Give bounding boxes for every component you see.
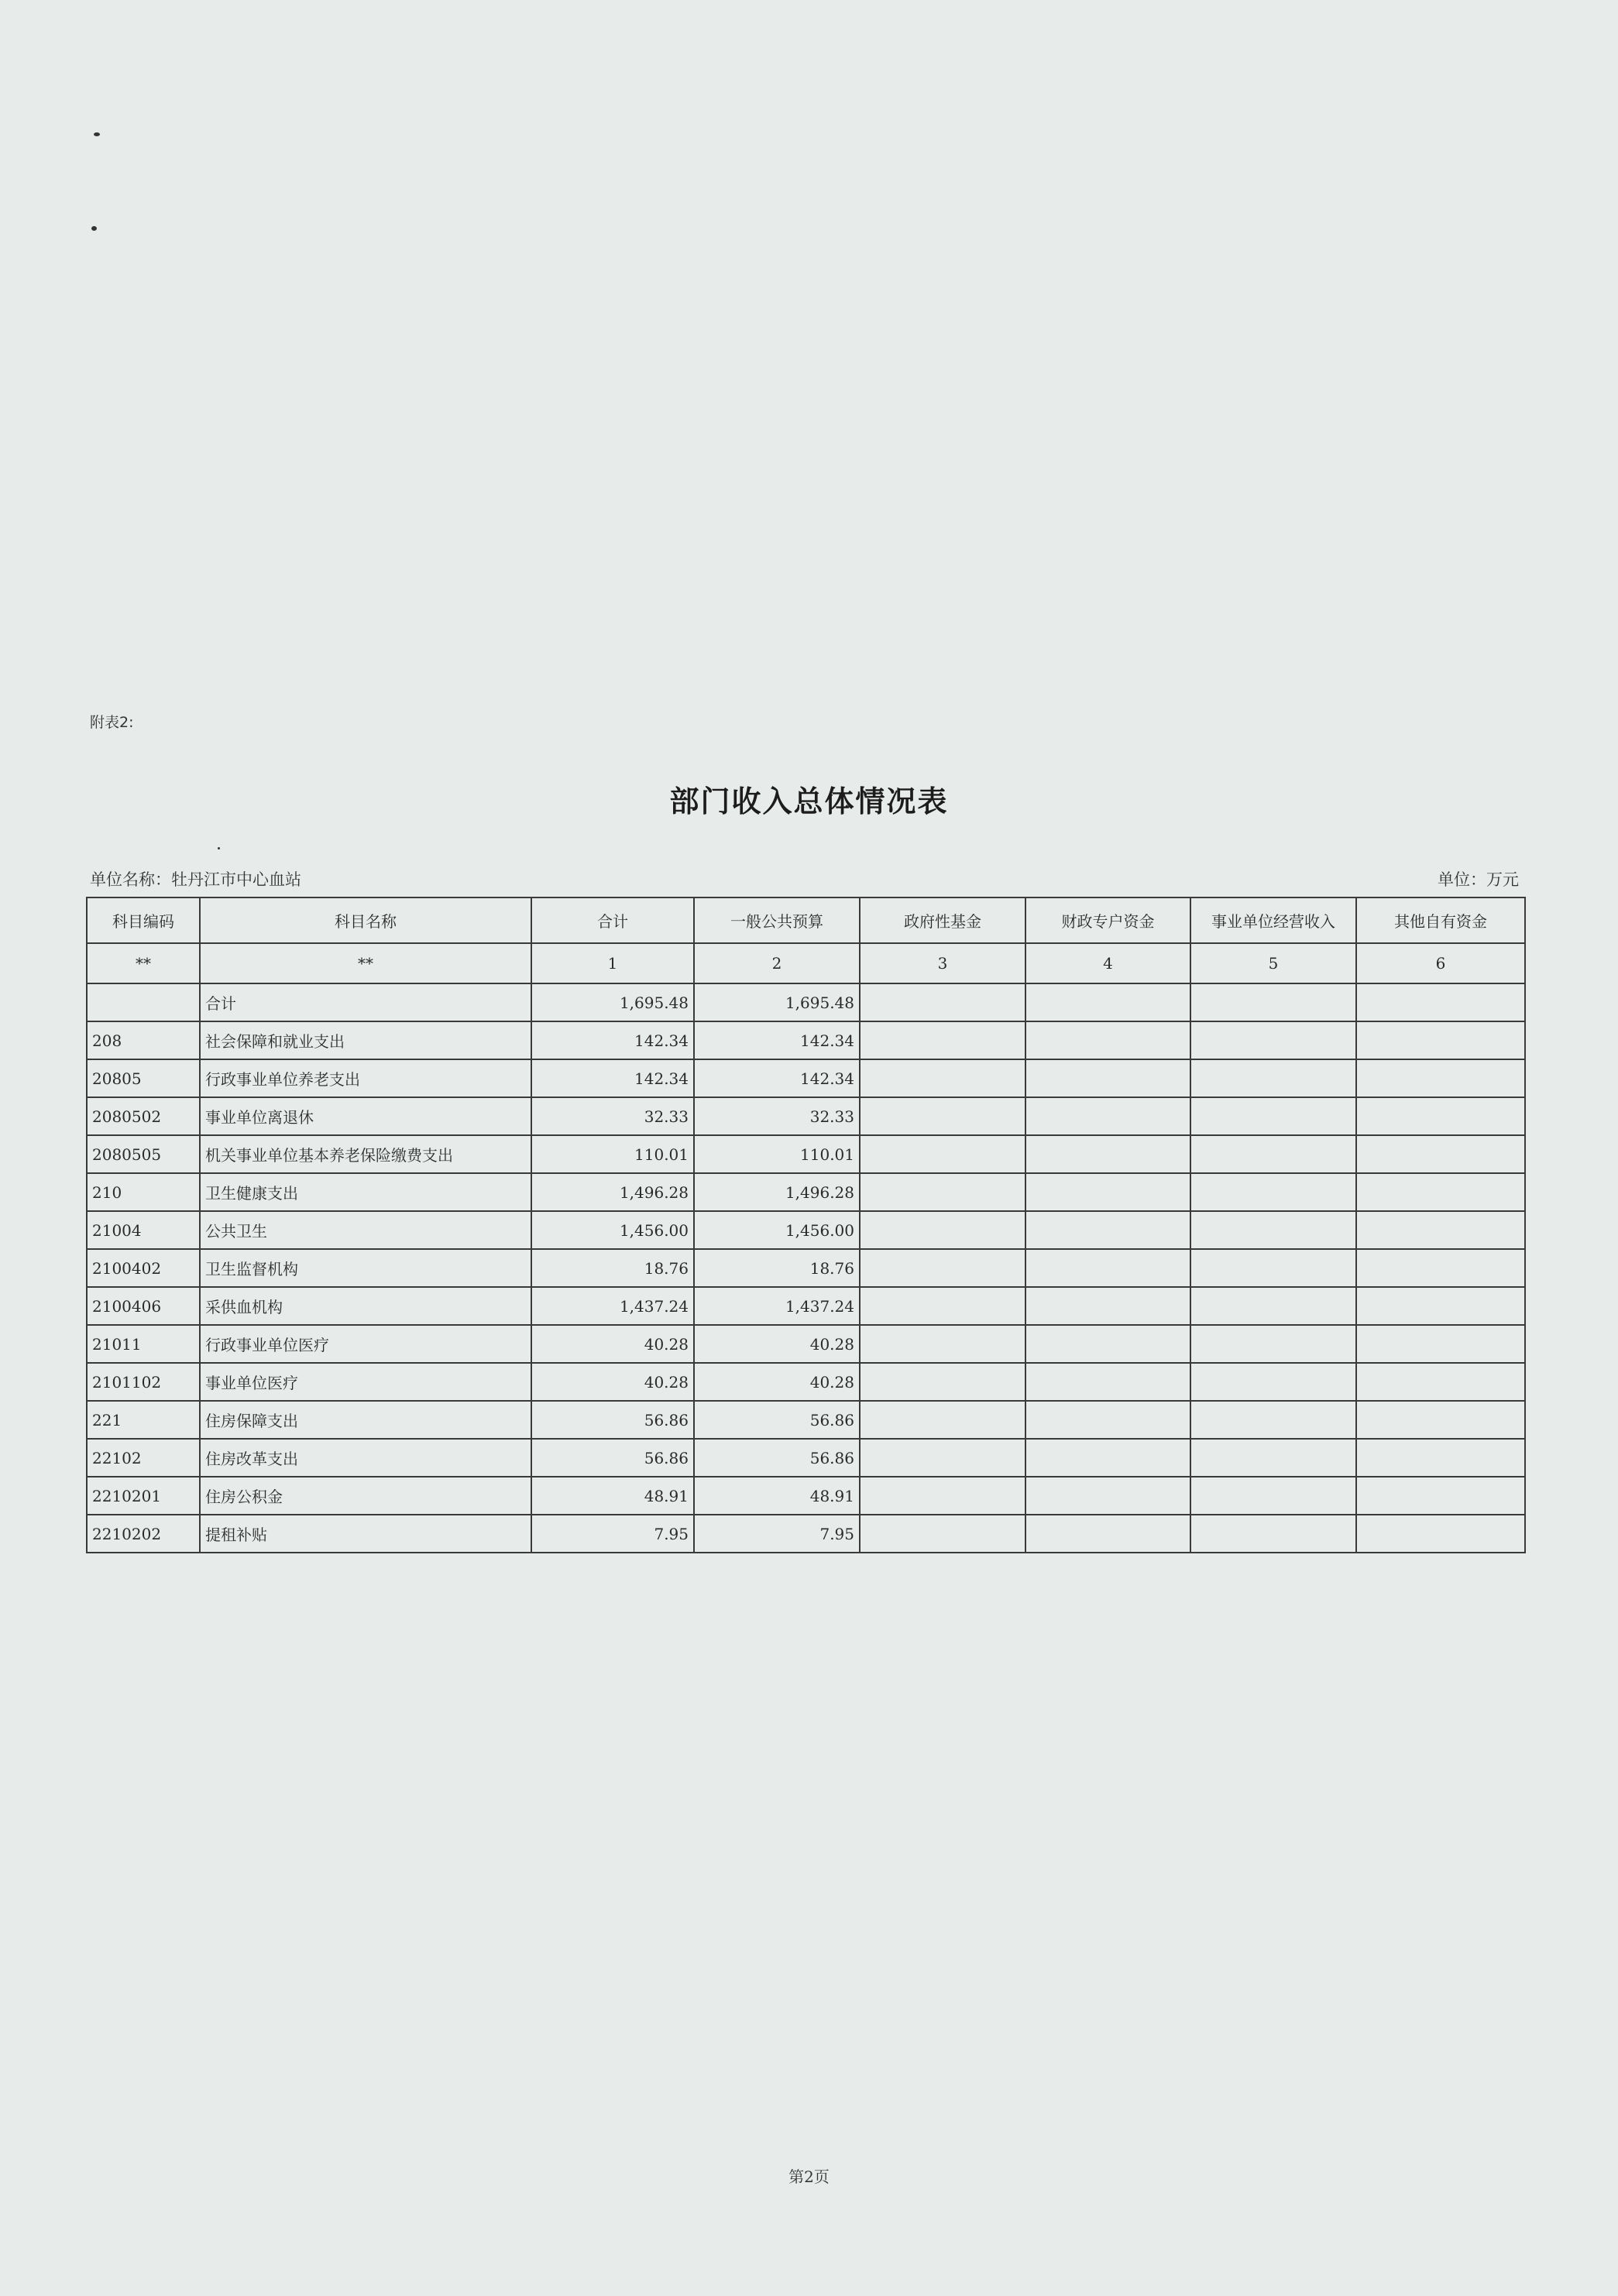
general-budget-cell: 40.28 <box>694 1363 860 1401</box>
special-account-cell <box>1025 1325 1190 1363</box>
scan-speck <box>218 847 220 849</box>
column-index: 4 <box>1025 943 1190 983</box>
general-budget-cell: 1,496.28 <box>694 1173 860 1211</box>
total-cell: 142.34 <box>531 1021 694 1059</box>
gov-fund-cell <box>860 983 1025 1021</box>
subject-name-cell: 采供血机构 <box>200 1287 531 1325</box>
gov-fund-cell <box>860 1021 1025 1059</box>
general-budget-cell: 7.95 <box>694 1515 860 1553</box>
general-budget-cell: 110.01 <box>694 1135 860 1173</box>
total-cell: 1,695.48 <box>531 983 694 1021</box>
page-number: 第2页 <box>788 2167 830 2186</box>
general-budget-cell: 48.91 <box>694 1477 860 1515</box>
table-row <box>87 1211 1525 1249</box>
gov-fund-cell <box>860 1515 1025 1553</box>
total-cell: 32.33 <box>531 1097 694 1135</box>
gov-fund-cell <box>860 1325 1025 1363</box>
column-index-row <box>87 943 1525 983</box>
business-income-cell <box>1190 1401 1356 1439</box>
special-account-cell <box>1025 1097 1190 1135</box>
other-funds-cell <box>1356 1059 1525 1097</box>
gov-fund-cell <box>860 1363 1025 1401</box>
other-funds-cell <box>1356 1515 1525 1553</box>
other-funds-cell <box>1356 1211 1525 1249</box>
table-row <box>87 1363 1525 1401</box>
business-income-cell <box>1190 1173 1356 1211</box>
total-cell: 40.28 <box>531 1363 694 1401</box>
other-funds-cell <box>1356 1287 1525 1325</box>
total-cell: 56.86 <box>531 1401 694 1439</box>
subject-code-cell <box>87 983 200 1021</box>
special-account-cell <box>1025 1439 1190 1477</box>
gov-fund-cell <box>860 1097 1025 1135</box>
table-header-row <box>87 897 1525 943</box>
gov-fund-cell <box>860 1439 1025 1477</box>
general-budget-cell: 40.28 <box>694 1325 860 1363</box>
table-row <box>87 1477 1525 1515</box>
column-header: 科目编码 <box>87 897 200 943</box>
scan-speck <box>91 226 97 231</box>
general-budget-cell: 1,695.48 <box>694 983 860 1021</box>
gov-fund-cell <box>860 1135 1025 1173</box>
gov-fund-cell <box>860 1211 1025 1249</box>
table-row <box>87 1173 1525 1211</box>
subject-code-cell: 2210202 <box>87 1515 200 1553</box>
subject-name-cell: 卫生监督机构 <box>200 1249 531 1287</box>
subject-code-cell: 21004 <box>87 1211 200 1249</box>
column-index: 2 <box>694 943 860 983</box>
general-budget-cell: 32.33 <box>694 1097 860 1135</box>
business-income-cell <box>1190 1097 1356 1135</box>
table-row <box>87 1021 1525 1059</box>
subject-code-cell: 221 <box>87 1401 200 1439</box>
other-funds-cell <box>1356 1477 1525 1515</box>
table-row <box>87 1249 1525 1287</box>
gov-fund-cell <box>860 1477 1025 1515</box>
special-account-cell <box>1025 1135 1190 1173</box>
business-income-cell <box>1190 983 1356 1021</box>
gov-fund-cell <box>860 1287 1025 1325</box>
business-income-cell <box>1190 1477 1356 1515</box>
total-cell: 110.01 <box>531 1135 694 1173</box>
business-income-cell <box>1190 1211 1356 1249</box>
column-index: 1 <box>531 943 694 983</box>
unit-name: 单位名称：牡丹江市中心血站 <box>90 870 301 889</box>
subject-code-cell: 20805 <box>87 1059 200 1097</box>
table-row <box>87 1287 1525 1325</box>
general-budget-cell: 56.86 <box>694 1439 860 1477</box>
general-budget-cell: 18.76 <box>694 1249 860 1287</box>
table-row <box>87 1439 1525 1477</box>
subject-code-cell: 2210201 <box>87 1477 200 1515</box>
column-header: 其他自有资金 <box>1356 897 1525 943</box>
other-funds-cell <box>1356 1401 1525 1439</box>
business-income-cell <box>1190 1515 1356 1553</box>
other-funds-cell <box>1356 1021 1525 1059</box>
column-header: 事业单位经营收入 <box>1190 897 1356 943</box>
special-account-cell <box>1025 1477 1190 1515</box>
total-cell: 1,437.24 <box>531 1287 694 1325</box>
table-row <box>87 1135 1525 1173</box>
subject-name-cell: 卫生健康支出 <box>200 1173 531 1211</box>
unit-measure: 单位：万元 <box>1438 870 1519 889</box>
special-account-cell <box>1025 1173 1190 1211</box>
subject-code-cell: 210 <box>87 1173 200 1211</box>
other-funds-cell <box>1356 1097 1525 1135</box>
subject-name-cell: 机关事业单位基本养老保险缴费支出 <box>200 1135 531 1173</box>
general-budget-cell: 1,456.00 <box>694 1211 860 1249</box>
gov-fund-cell <box>860 1401 1025 1439</box>
special-account-cell <box>1025 1401 1190 1439</box>
business-income-cell <box>1190 1021 1356 1059</box>
subject-code-cell: 21011 <box>87 1325 200 1363</box>
business-income-cell <box>1190 1135 1356 1173</box>
total-cell: 142.34 <box>531 1059 694 1097</box>
scan-speck <box>94 132 100 136</box>
column-header: 一般公共预算 <box>694 897 860 943</box>
total-cell: 1,496.28 <box>531 1173 694 1211</box>
subject-name-cell: 住房改革支出 <box>200 1439 531 1477</box>
special-account-cell <box>1025 1021 1190 1059</box>
subject-name-cell: 行政事业单位医疗 <box>200 1325 531 1363</box>
subject-name-cell: 合计 <box>200 983 531 1021</box>
other-funds-cell <box>1356 1249 1525 1287</box>
subject-code-cell: 2080502 <box>87 1097 200 1135</box>
table-row <box>87 1059 1525 1097</box>
business-income-cell <box>1190 1287 1356 1325</box>
subject-name-cell: 住房公积金 <box>200 1477 531 1515</box>
total-cell: 40.28 <box>531 1325 694 1363</box>
special-account-cell <box>1025 1249 1190 1287</box>
subject-code-cell: 2100406 <box>87 1287 200 1325</box>
special-account-cell <box>1025 1363 1190 1401</box>
table-row <box>87 1325 1525 1363</box>
subject-name-cell: 行政事业单位养老支出 <box>200 1059 531 1097</box>
attachment-label: 附表2: <box>90 714 134 731</box>
column-header: 政府性基金 <box>860 897 1025 943</box>
other-funds-cell <box>1356 1363 1525 1401</box>
subject-code-cell: 208 <box>87 1021 200 1059</box>
document-title: 部门收入总体情况表 <box>669 784 949 819</box>
general-budget-cell: 142.34 <box>694 1021 860 1059</box>
table-row <box>87 1401 1525 1439</box>
subject-code-cell: 2101102 <box>87 1363 200 1401</box>
total-cell: 18.76 <box>531 1249 694 1287</box>
column-index: 6 <box>1356 943 1525 983</box>
special-account-cell <box>1025 1287 1190 1325</box>
gov-fund-cell <box>860 1249 1025 1287</box>
column-index: 3 <box>860 943 1025 983</box>
subject-code-cell: 22102 <box>87 1439 200 1477</box>
column-header: 财政专户资金 <box>1025 897 1190 943</box>
subject-name-cell: 提租补贴 <box>200 1515 531 1553</box>
business-income-cell <box>1190 1439 1356 1477</box>
gov-fund-cell <box>860 1173 1025 1211</box>
table-row <box>87 983 1525 1021</box>
column-index: ** <box>200 943 531 983</box>
gov-fund-cell <box>860 1059 1025 1097</box>
subject-code-cell: 2080505 <box>87 1135 200 1173</box>
table-row <box>87 1097 1525 1135</box>
special-account-cell <box>1025 1211 1190 1249</box>
business-income-cell <box>1190 1363 1356 1401</box>
general-budget-cell: 142.34 <box>694 1059 860 1097</box>
special-account-cell <box>1025 1515 1190 1553</box>
subject-name-cell: 事业单位离退休 <box>200 1097 531 1135</box>
other-funds-cell <box>1356 1439 1525 1477</box>
other-funds-cell <box>1356 1135 1525 1173</box>
special-account-cell <box>1025 983 1190 1021</box>
total-cell: 1,456.00 <box>531 1211 694 1249</box>
general-budget-cell: 56.86 <box>694 1401 860 1439</box>
subject-name-cell: 公共卫生 <box>200 1211 531 1249</box>
total-cell: 48.91 <box>531 1477 694 1515</box>
business-income-cell <box>1190 1059 1356 1097</box>
column-index: 5 <box>1190 943 1356 983</box>
subject-name-cell: 社会保障和就业支出 <box>200 1021 531 1059</box>
subject-name-cell: 住房保障支出 <box>200 1401 531 1439</box>
column-header: 合计 <box>531 897 694 943</box>
table-row <box>87 1515 1525 1553</box>
special-account-cell <box>1025 1059 1190 1097</box>
subject-code-cell: 2100402 <box>87 1249 200 1287</box>
other-funds-cell <box>1356 983 1525 1021</box>
total-cell: 56.86 <box>531 1439 694 1477</box>
other-funds-cell <box>1356 1325 1525 1363</box>
general-budget-cell: 1,437.24 <box>694 1287 860 1325</box>
column-index: ** <box>87 943 200 983</box>
subject-name-cell: 事业单位医疗 <box>200 1363 531 1401</box>
other-funds-cell <box>1356 1173 1525 1211</box>
income-summary-table <box>86 897 1526 1553</box>
column-header: 科目名称 <box>200 897 531 943</box>
total-cell: 7.95 <box>531 1515 694 1553</box>
business-income-cell <box>1190 1249 1356 1287</box>
business-income-cell <box>1190 1325 1356 1363</box>
